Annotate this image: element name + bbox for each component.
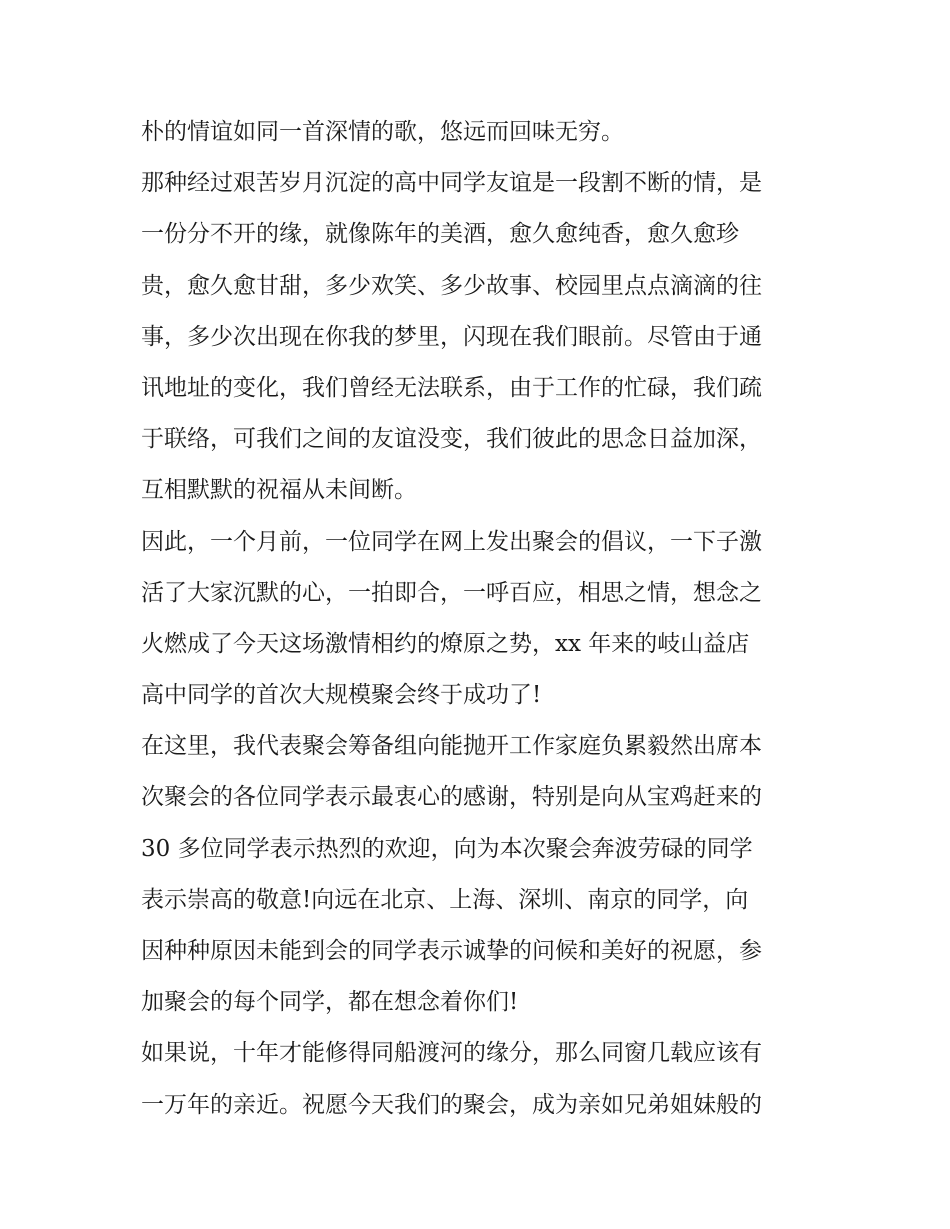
text-line: 于联络，可我们之间的友谊没变，我们彼此的思念日益加深， <box>141 426 762 453</box>
text-line: 因此，一个月前，一位同学在网上发出聚会的倡议，一下子激 <box>141 528 762 555</box>
text-line: 火燃成了今天这场激情相约的燎原之势，xx 年来的岐山益店 <box>141 630 750 657</box>
text-line: 贵，愈久愈甘甜，多少欢笑、多少故事、校园里点点滴滴的往 <box>141 272 762 299</box>
text-line: 互相默默的祝福从未间断。 <box>141 477 417 504</box>
document-body <box>141 107 821 1131</box>
text-line: 朴的情谊如同一首深情的歌，悠远而回味无穷。 <box>141 119 624 145</box>
text-line: 一份分不开的缘，就像陈年的美酒，愈久愈纯香，愈久愈珍 <box>141 221 739 248</box>
text-line: 那种经过艰苦岁月沉淀的高中同学友谊是一段割不断的情，是 <box>141 170 762 197</box>
text-line: 30 多位同学表示热烈的欢迎，向为本次聚会奔波劳碌的同学 <box>141 835 753 862</box>
text-line: 事，多少次出现在你我的梦里，闪现在我们眼前。尽管由于通 <box>141 323 762 350</box>
text-line: 表示崇高的敬意!向远在北京、上海、深圳、南京的同学，向 <box>141 886 749 913</box>
text-line: 次聚会的各位同学表示最衷心的感谢，特别是向从宝鸡赶来的 <box>141 784 762 811</box>
text-line: 高中同学的首次大规模聚会终于成功了! <box>141 682 542 709</box>
text-line: 如果说，十年才能修得同船渡河的缘分，那么同窗几载应该有 <box>141 1040 762 1067</box>
text-line: 讯地址的变化，我们曾经无法联系，由于工作的忙碌，我们疏 <box>141 374 762 401</box>
text-line: 在这里，我代表聚会筹备组向能抛开工作家庭负累毅然出席本 <box>141 733 762 760</box>
text-line: 加聚会的每个同学，都在想念着你们! <box>141 989 519 1016</box>
text-line: 一万年的亲近。祝愿今天我们的聚会，成为亲如兄弟姐妹般的 <box>141 1091 762 1118</box>
text-line: 活了大家沉默的心，一拍即合，一呼百应，相思之情，想念之 <box>141 579 762 606</box>
text-line: 因种种原因未能到会的同学表示诚挚的问候和美好的祝愿，参 <box>141 938 762 964</box>
